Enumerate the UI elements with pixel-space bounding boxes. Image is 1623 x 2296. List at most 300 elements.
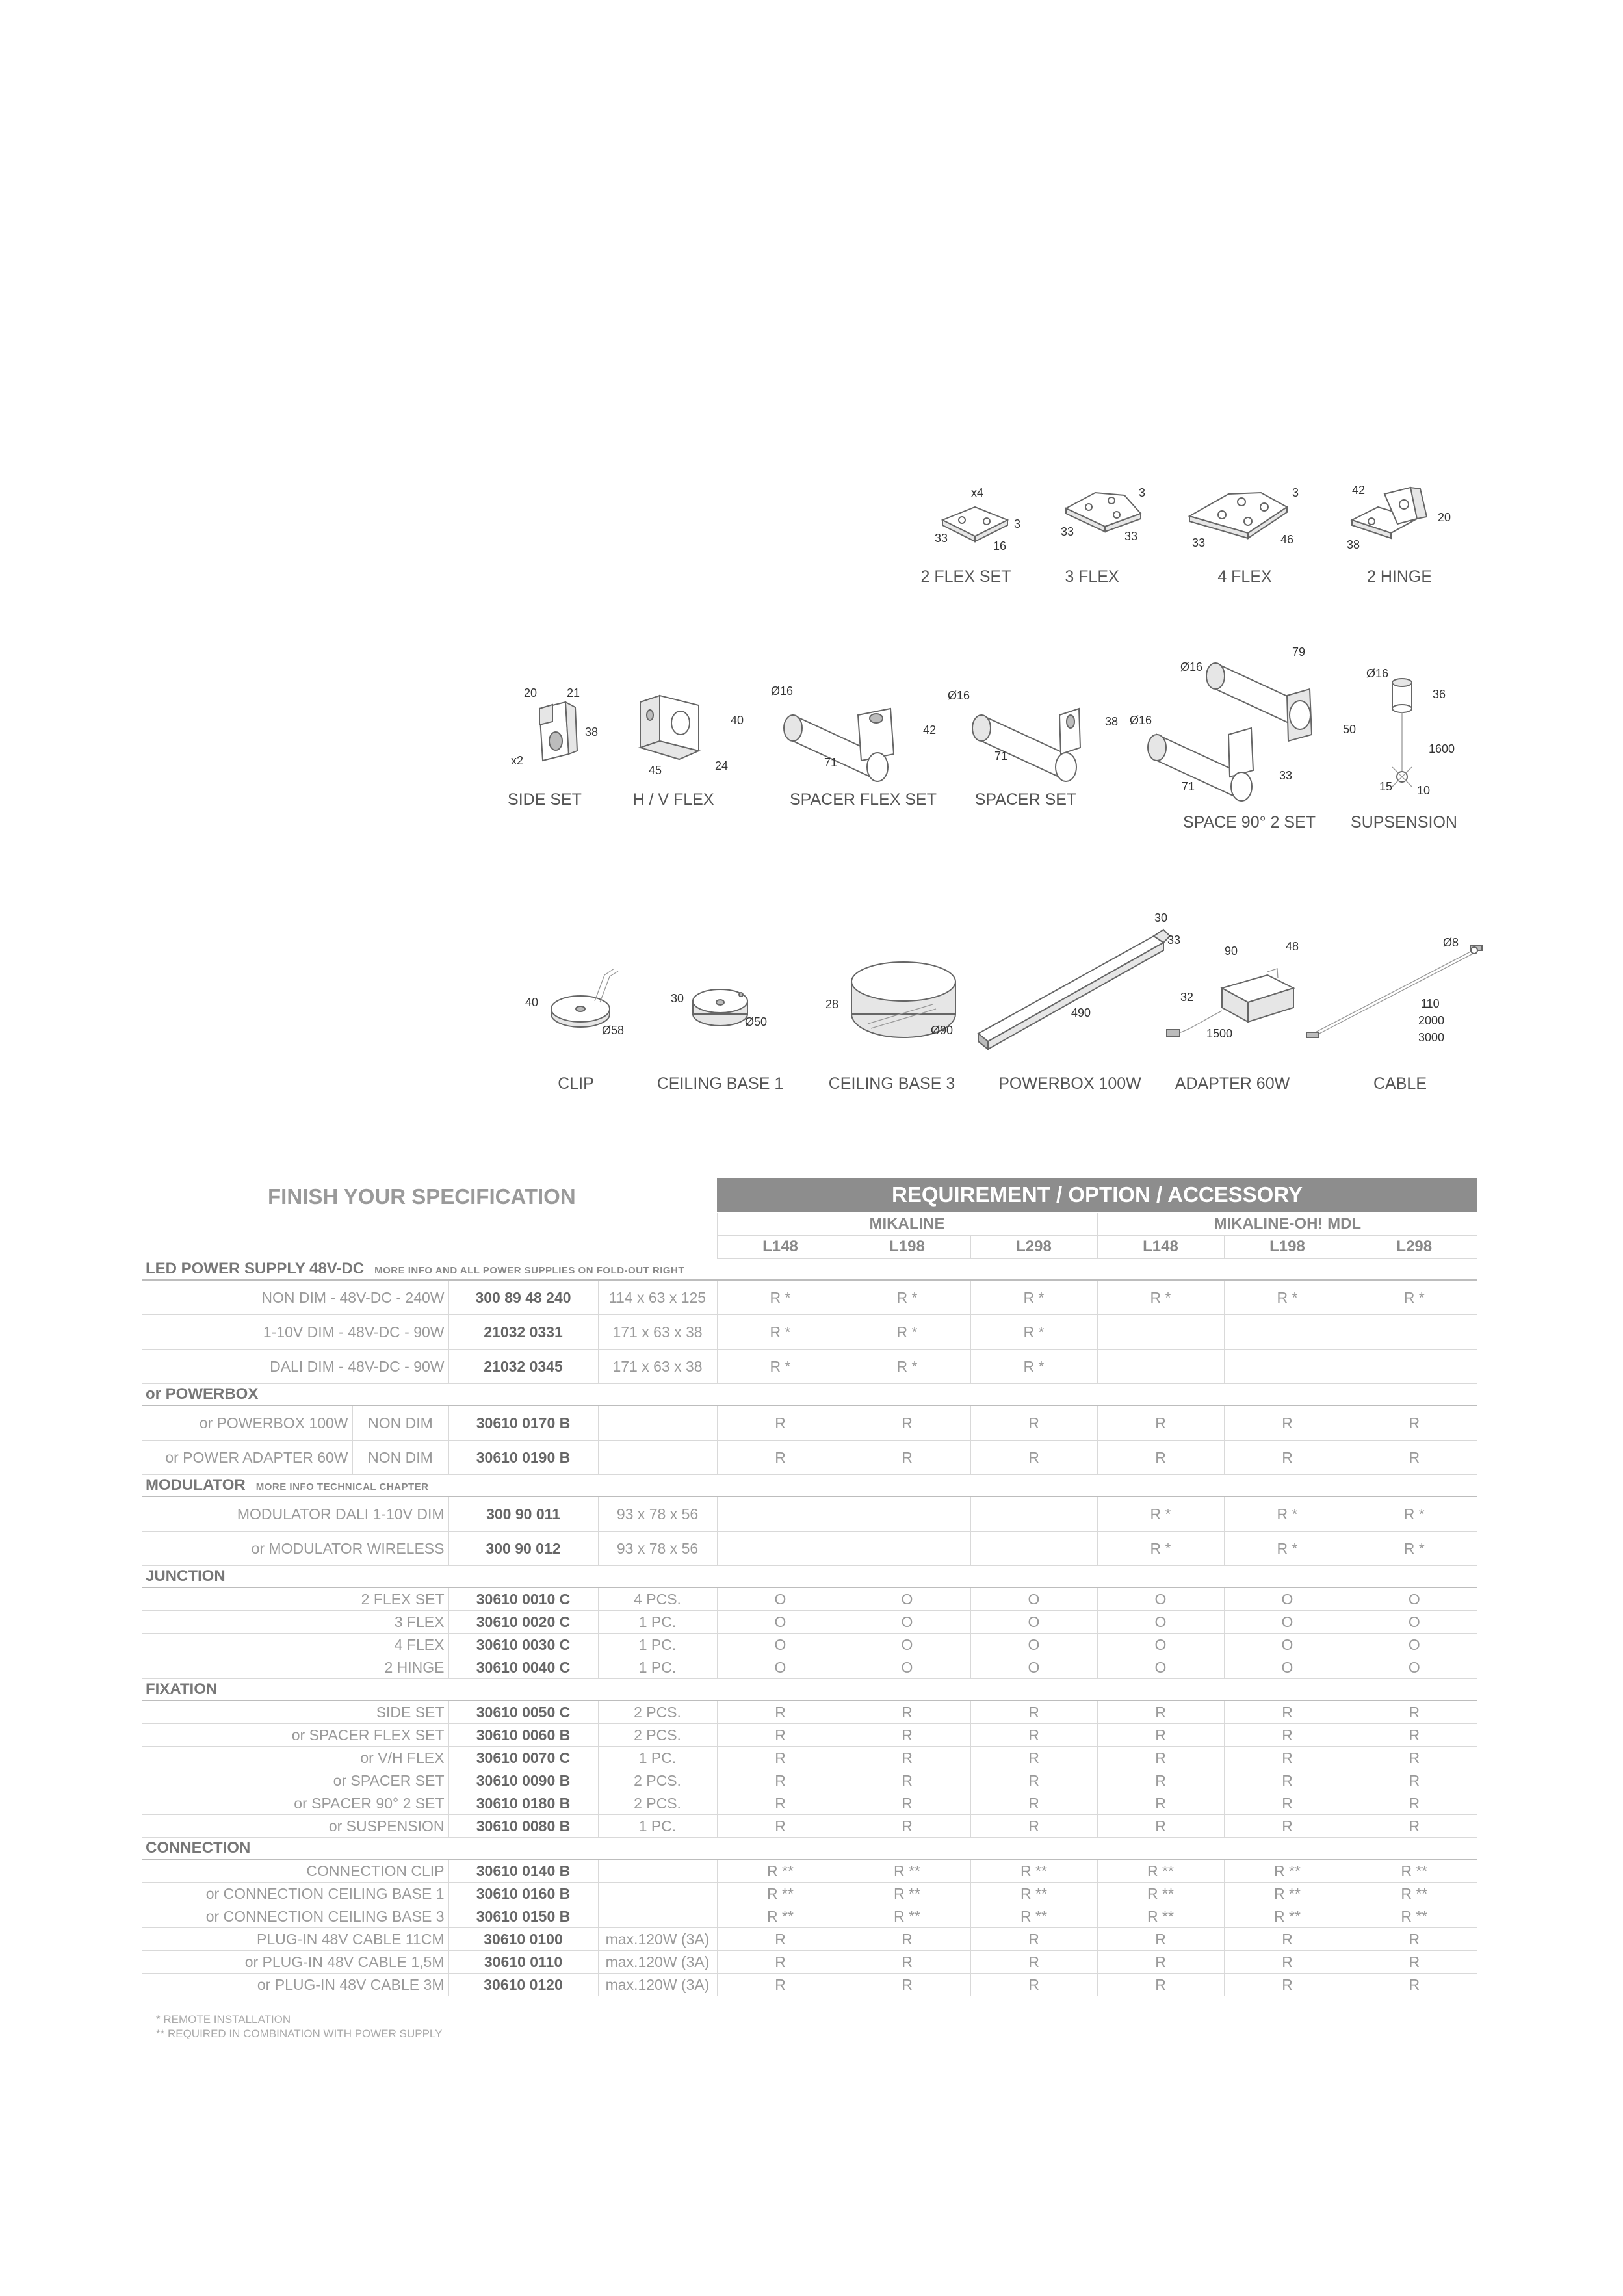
row-name: or SPACER 90° 2 SET <box>142 1792 448 1815</box>
accessory-caption: 4 FLEX <box>1217 567 1272 586</box>
requirement-cell: R <box>970 1815 1097 1838</box>
table-row <box>142 1634 1477 1656</box>
table-row <box>142 1611 1477 1634</box>
requirement-cell: R ** <box>844 1859 970 1883</box>
row-code: 30610 0080 B <box>448 1815 598 1838</box>
accessory-caption: CLIP <box>558 1075 594 1093</box>
accessory-caption: CABLE <box>1373 1075 1427 1093</box>
table-row <box>142 1496 1477 1532</box>
dim-label: 3 <box>1139 486 1146 499</box>
dim-label: 45 <box>649 764 662 777</box>
row-code: 30610 0110 <box>448 1951 598 1974</box>
requirement-cell: R ** <box>1224 1905 1351 1928</box>
side-set-drawing <box>520 696 591 774</box>
requirement-cell: R <box>1351 1974 1477 1996</box>
requirement-cell: R <box>1097 1747 1224 1769</box>
requirement-cell: R <box>1097 1724 1224 1747</box>
requirement-cell: R <box>1224 1974 1351 1996</box>
requirement-cell <box>717 1532 844 1566</box>
dim-label: x4 <box>971 486 984 499</box>
requirement-cell: R ** <box>717 1883 844 1905</box>
dim-label: 3000 <box>1418 1031 1445 1044</box>
requirement-cell: R <box>1224 1928 1351 1951</box>
row-name: PLUG-IN 48V CABLE 11CM <box>142 1928 448 1951</box>
dim-label: 110 <box>1421 997 1440 1010</box>
row-name: or POWERBOX 100W <box>142 1405 352 1441</box>
row-size <box>598 1905 717 1928</box>
requirement-cell: R ** <box>1097 1883 1224 1905</box>
cable-drawing <box>1300 936 1495 1053</box>
dim-label: 33 <box>1061 525 1074 538</box>
dim-label: 33 <box>1167 933 1181 946</box>
row-name: DALI DIM - 48V-DC - 90W <box>142 1350 448 1384</box>
dim-label: 79 <box>1292 646 1306 659</box>
requirement-cell: R <box>1097 1441 1224 1475</box>
row-size <box>598 1405 717 1441</box>
row-size: max.120W (3A) <box>598 1974 717 1996</box>
requirement-cell: R * <box>1097 1496 1224 1532</box>
row-name: MODULATOR DALI 1-10V DIM <box>142 1496 448 1532</box>
group-label: MODULATOR <box>146 1476 246 1494</box>
requirement-cell: R <box>1097 1974 1224 1996</box>
length-header: L198 <box>844 1236 970 1259</box>
row-type: NON DIM <box>352 1405 448 1441</box>
table-row <box>142 1974 1477 1996</box>
requirement-cell: R <box>1224 1701 1351 1724</box>
row-code: 30610 0020 C <box>448 1611 598 1634</box>
requirement-cell: R <box>1224 1815 1351 1838</box>
group-label: LED POWER SUPPLY 48V-DC <box>146 1260 365 1277</box>
dim-label: 20 <box>524 686 538 699</box>
row-size: 171 x 63 x 38 <box>598 1315 717 1350</box>
requirement-cell: R ** <box>1351 1883 1477 1905</box>
dim-label: 16 <box>993 540 1007 553</box>
row-size: 114 x 63 x 125 <box>598 1280 717 1315</box>
requirement-cell: R * <box>717 1280 844 1315</box>
requirement-cell: R ** <box>844 1905 970 1928</box>
table-row <box>142 1792 1477 1815</box>
requirement-cell: R <box>1097 1405 1224 1441</box>
requirement-cell: R <box>1224 1724 1351 1747</box>
clip-drawing <box>543 956 627 1034</box>
requirement-cell: R <box>1351 1792 1477 1815</box>
row-name: or MODULATOR WIRELESS <box>142 1532 448 1566</box>
requirement-cell: R <box>1224 1441 1351 1475</box>
group-label: JUNCTION <box>142 1566 1477 1588</box>
requirement-cell: R <box>717 1974 844 1996</box>
requirement-cell: R <box>844 1928 970 1951</box>
table-row <box>142 1656 1477 1679</box>
requirement-cell: R <box>717 1724 844 1747</box>
requirement-cell: R <box>1097 1928 1224 1951</box>
dim-label: 40 <box>731 714 744 727</box>
row-name: CONNECTION CLIP <box>142 1859 448 1883</box>
group-label: CONNECTION <box>142 1838 1477 1860</box>
requirement-cell: O <box>844 1656 970 1679</box>
requirement-cell: O <box>970 1656 1097 1679</box>
requirement-cell: R <box>717 1928 844 1951</box>
table-row <box>142 1883 1477 1905</box>
dim-label: 28 <box>825 998 839 1011</box>
requirement-cell: R <box>717 1951 844 1974</box>
dim-label: 38 <box>1347 538 1360 551</box>
spec-title: FINISH YOUR SPECIFICATION <box>268 1184 576 1208</box>
requirement-cell: R <box>1351 1701 1477 1724</box>
requirement-cell: R * <box>1097 1532 1224 1566</box>
spacer-set-drawing <box>968 689 1098 787</box>
requirement-cell: R <box>1351 1724 1477 1747</box>
requirement-cell <box>1351 1350 1477 1384</box>
requirement-cell: R <box>717 1747 844 1769</box>
requirement-cell: O <box>970 1611 1097 1634</box>
requirement-cell: R * <box>717 1350 844 1384</box>
accessory-caption: SPACE 90° 2 SET <box>1182 813 1316 831</box>
requirement-cell: O <box>717 1587 844 1611</box>
accessory-caption: POWERBOX 100W <box>998 1075 1141 1093</box>
dim-label: 71 <box>1182 780 1195 793</box>
requirement-cell: R <box>1224 1951 1351 1974</box>
requirement-cell: O <box>1351 1611 1477 1634</box>
requirement-cell: R ** <box>717 1859 844 1883</box>
spacer-flex-set-drawing <box>780 689 923 787</box>
row-size: 2 PCS. <box>598 1701 717 1724</box>
dim-label: 38 <box>1105 715 1119 728</box>
row-code: 30610 0070 C <box>448 1747 598 1769</box>
requirement-cell: R <box>717 1441 844 1475</box>
requirement-cell: O <box>1224 1656 1351 1679</box>
requirement-cell: R <box>1097 1815 1224 1838</box>
dim-label: 490 <box>1071 1006 1091 1019</box>
requirement-cell <box>970 1532 1097 1566</box>
requirement-cell: R <box>1351 1441 1477 1475</box>
row-code: 30610 0140 B <box>448 1859 598 1883</box>
requirement-cell: R ** <box>1351 1859 1477 1883</box>
table-row <box>142 1724 1477 1747</box>
table-row <box>142 1928 1477 1951</box>
dim-label: 90 <box>1225 945 1238 958</box>
requirement-cell: R <box>1224 1792 1351 1815</box>
dim-label: 33 <box>1124 530 1138 543</box>
table-row <box>142 1815 1477 1838</box>
requirement-cell: R <box>844 1951 970 1974</box>
family-header: MIKALINE <box>717 1213 1097 1236</box>
row-code: 30610 0100 <box>448 1928 598 1951</box>
group-row-modulator <box>142 1475 1477 1497</box>
row-type: NON DIM <box>352 1441 448 1475</box>
group-label: or POWERBOX <box>142 1384 1477 1406</box>
length-header: L298 <box>970 1236 1097 1259</box>
row-code: 21032 0331 <box>448 1315 598 1350</box>
requirement-cell: R * <box>970 1315 1097 1350</box>
requirement-cell: R <box>1224 1405 1351 1441</box>
group-row-power-supply <box>142 1259 1477 1281</box>
requirement-cell: O <box>1351 1634 1477 1656</box>
dim-label: 38 <box>585 725 599 738</box>
requirement-cell: R <box>970 1441 1097 1475</box>
row-name: or PLUG-IN 48V CABLE 1,5M <box>142 1951 448 1974</box>
row-code: 30610 0180 B <box>448 1792 598 1815</box>
dim-label: 40 <box>525 996 539 1009</box>
group-row-junction <box>142 1566 1477 1588</box>
requirement-cell: R <box>1351 1769 1477 1792</box>
row-size: 1 PC. <box>598 1656 717 1679</box>
dim-label: Ø50 <box>745 1015 768 1028</box>
footnote: * REMOTE INSTALLATION <box>156 2013 291 2026</box>
group-label: FIXATION <box>142 1679 1477 1701</box>
requirement-cell: R <box>1224 1769 1351 1792</box>
row-code: 30610 0050 C <box>448 1701 598 1724</box>
dim-label: 20 <box>1438 511 1451 524</box>
requirement-cell: R * <box>844 1350 970 1384</box>
requirement-cell <box>1097 1315 1224 1350</box>
row-size: 93 x 78 x 56 <box>598 1532 717 1566</box>
requirement-cell: R * <box>717 1315 844 1350</box>
accessory-caption: SIDE SET <box>508 790 582 809</box>
row-code: 30610 0170 B <box>448 1405 598 1441</box>
row-name: SIDE SET <box>142 1701 448 1724</box>
table-row <box>142 1405 1477 1441</box>
dim-label: 30 <box>671 992 684 1005</box>
row-name: 4 FLEX <box>142 1634 448 1656</box>
requirement-cell <box>1224 1315 1351 1350</box>
dim-label: x2 <box>511 754 524 767</box>
length-header: L148 <box>717 1236 844 1259</box>
accessory-caption: 2 HINGE <box>1366 567 1433 586</box>
row-code: 300 90 012 <box>448 1532 598 1566</box>
dim-label: 21 <box>567 686 580 699</box>
row-name: or SUSPENSION <box>142 1815 448 1838</box>
accessory-caption: H / V FLEX <box>632 790 714 809</box>
requirement-cell <box>844 1532 970 1566</box>
requirement-cell: R <box>1097 1951 1224 1974</box>
requirement-cell: R <box>1097 1792 1224 1815</box>
dim-label: 3 <box>1014 517 1021 530</box>
row-size: 1 PC. <box>598 1634 717 1656</box>
requirement-cell: O <box>717 1656 844 1679</box>
requirement-cell <box>970 1496 1097 1532</box>
requirement-cell: R <box>970 1769 1097 1792</box>
row-size <box>598 1859 717 1883</box>
dim-label: 1500 <box>1206 1027 1233 1040</box>
requirement-cell: O <box>1351 1656 1477 1679</box>
family-header-row <box>142 1213 1477 1236</box>
requirement-cell: O <box>844 1634 970 1656</box>
requirement-cell: R <box>844 1792 970 1815</box>
requirement-cell: R <box>844 1405 970 1441</box>
requirement-cell: R <box>717 1405 844 1441</box>
row-code: 30610 0090 B <box>448 1769 598 1792</box>
requirement-cell: R * <box>844 1280 970 1315</box>
hv-flex-drawing <box>634 683 725 767</box>
accessory-caption: SPACER SET <box>974 790 1077 809</box>
table-row <box>142 1441 1477 1475</box>
requirement-cell: R <box>717 1815 844 1838</box>
table-row <box>142 1747 1477 1769</box>
requirement-cell: O <box>1097 1611 1224 1634</box>
spec-table <box>142 1213 1477 1996</box>
requirement-cell: R <box>844 1441 970 1475</box>
requirement-cell: R * <box>970 1280 1097 1315</box>
dim-label: Ø16 <box>1130 714 1152 727</box>
row-size: 1 PC. <box>598 1611 717 1634</box>
requirement-cell: R * <box>844 1315 970 1350</box>
dim-label: 30 <box>1154 911 1168 924</box>
row-code: 30610 0120 <box>448 1974 598 1996</box>
requirement-cell: R <box>970 1724 1097 1747</box>
table-row <box>142 1315 1477 1350</box>
row-size: 2 PCS. <box>598 1792 717 1815</box>
row-size: 171 x 63 x 38 <box>598 1350 717 1384</box>
requirement-cell: R <box>717 1769 844 1792</box>
requirement-cell: R * <box>1351 1532 1477 1566</box>
accessory-caption: CEILING BASE 3 <box>828 1075 955 1093</box>
requirement-cell: O <box>970 1634 1097 1656</box>
requirement-cell: O <box>1224 1611 1351 1634</box>
requirement-cell: R ** <box>717 1905 844 1928</box>
group-row-powerbox <box>142 1384 1477 1406</box>
dim-label: 42 <box>1352 484 1366 497</box>
requirement-cell: R <box>970 1951 1097 1974</box>
requirement-cell: R <box>1097 1769 1224 1792</box>
powerbox-drawing <box>972 923 1173 1060</box>
table-row <box>142 1701 1477 1724</box>
requirement-cell: R <box>970 1792 1097 1815</box>
row-code: 30610 0160 B <box>448 1883 598 1905</box>
requirement-cell: O <box>1224 1587 1351 1611</box>
requirement-cell: R ** <box>844 1883 970 1905</box>
row-name: or PLUG-IN 48V CABLE 3M <box>142 1974 448 1996</box>
row-code: 30610 0150 B <box>448 1905 598 1928</box>
requirement-cell: O <box>1351 1587 1477 1611</box>
spacer-90-set-drawing <box>1144 650 1339 813</box>
requirement-cell: R <box>717 1701 844 1724</box>
requirement-cell: O <box>717 1634 844 1656</box>
row-name: or SPACER SET <box>142 1769 448 1792</box>
length-header: L148 <box>1097 1236 1224 1259</box>
row-name: or SPACER FLEX SET <box>142 1724 448 1747</box>
requirement-cell: R <box>970 1974 1097 1996</box>
dim-label: 33 <box>1192 536 1206 549</box>
requirement-cell: R * <box>970 1350 1097 1384</box>
dim-label: 2000 <box>1418 1014 1445 1027</box>
row-name: or CONNECTION CEILING BASE 3 <box>142 1905 448 1928</box>
requirement-cell: O <box>970 1587 1097 1611</box>
requirement-cell: R <box>1351 1747 1477 1769</box>
table-row <box>142 1280 1477 1315</box>
row-code: 30610 0010 C <box>448 1587 598 1611</box>
row-code: 30610 0190 B <box>448 1441 598 1475</box>
group-note: MORE INFO AND ALL POWER SUPPLIES ON FOLD-OUT RIGHT <box>374 1265 685 1276</box>
accessory-caption: 3 FLEX <box>1065 567 1119 586</box>
row-name: NON DIM - 48V-DC - 240W <box>142 1280 448 1315</box>
requirement-cell <box>1097 1350 1224 1384</box>
requirement-cell: O <box>1097 1587 1224 1611</box>
requirement-cell: R <box>1351 1951 1477 1974</box>
requirement-cell: R <box>970 1405 1097 1441</box>
family-header: MIKALINE-OH! MDL <box>1097 1213 1477 1236</box>
requirement-cell: R ** <box>1097 1905 1224 1928</box>
requirement-cell: R <box>844 1974 970 1996</box>
row-name: 2 FLEX SET <box>142 1587 448 1611</box>
requirement-cell: R <box>970 1701 1097 1724</box>
dim-label: 36 <box>1433 688 1446 701</box>
dim-label: Ø58 <box>602 1024 625 1037</box>
requirement-cell: R <box>844 1724 970 1747</box>
requirement-cell: R * <box>1224 1532 1351 1566</box>
requirement-cell: O <box>1097 1634 1224 1656</box>
dim-label: 46 <box>1280 533 1294 546</box>
requirement-cell <box>844 1496 970 1532</box>
table-row <box>142 1532 1477 1566</box>
requirement-cell: R ** <box>1097 1859 1224 1883</box>
row-code: 300 89 48 240 <box>448 1280 598 1315</box>
row-name: or CONNECTION CEILING BASE 1 <box>142 1883 448 1905</box>
requirement-cell: R ** <box>970 1859 1097 1883</box>
row-code: 30610 0060 B <box>448 1724 598 1747</box>
requirement-cell: R ** <box>1351 1905 1477 1928</box>
dim-label: 15 <box>1379 780 1393 793</box>
requirement-cell: R ** <box>1224 1883 1351 1905</box>
table-row <box>142 1859 1477 1883</box>
dim-label: Ø16 <box>771 685 794 698</box>
requirement-cell <box>717 1496 844 1532</box>
row-name: 2 HINGE <box>142 1656 448 1679</box>
requirement-cell: R * <box>1351 1280 1477 1315</box>
requirement-cell: O <box>844 1587 970 1611</box>
accessory-caption: SUPSENSION <box>1351 813 1457 831</box>
dim-label: Ø8 <box>1443 936 1459 949</box>
table-row <box>142 1350 1477 1384</box>
row-size: 93 x 78 x 56 <box>598 1496 717 1532</box>
requirement-cell: R <box>970 1928 1097 1951</box>
row-size: max.120W (3A) <box>598 1951 717 1974</box>
dim-label: 71 <box>824 756 838 769</box>
length-header: L298 <box>1351 1236 1477 1259</box>
dim-label: Ø16 <box>1180 660 1203 673</box>
group-note: MORE INFO TECHNICAL CHAPTER <box>255 1481 429 1493</box>
row-size: 4 PCS. <box>598 1587 717 1611</box>
dim-label: Ø90 <box>931 1024 954 1037</box>
requirement-cell: R <box>1351 1405 1477 1441</box>
requirement-cell <box>1224 1350 1351 1384</box>
row-name: 1-10V DIM - 48V-DC - 90W <box>142 1315 448 1350</box>
length-header: L198 <box>1224 1236 1351 1259</box>
group-row-connection <box>142 1838 1477 1860</box>
requirement-cell: R <box>844 1747 970 1769</box>
requirement-cell: R * <box>1097 1280 1224 1315</box>
requirement-cell: R <box>717 1792 844 1815</box>
dim-label: 48 <box>1286 940 1299 953</box>
row-size: 2 PCS. <box>598 1724 717 1747</box>
row-name: or POWER ADAPTER 60W <box>142 1441 352 1475</box>
row-size: 1 PC. <box>598 1815 717 1838</box>
requirement-cell <box>1351 1315 1477 1350</box>
dim-label: 32 <box>1180 991 1194 1004</box>
requirement-cell: O <box>1224 1634 1351 1656</box>
dim-label: Ø16 <box>1366 667 1389 680</box>
requirement-cell: O <box>1097 1656 1224 1679</box>
requirement-cell: R <box>844 1701 970 1724</box>
table-row <box>142 1951 1477 1974</box>
row-code: 30610 0030 C <box>448 1634 598 1656</box>
table-row <box>142 1905 1477 1928</box>
requirement-cell: R ** <box>970 1905 1097 1928</box>
table-row <box>142 1587 1477 1611</box>
row-size: max.120W (3A) <box>598 1928 717 1951</box>
footnote: ** REQUIRED IN COMBINATION WITH POWER SUPPLY <box>156 2028 443 2040</box>
requirement-cell: R <box>1097 1701 1224 1724</box>
requirement-cell: R ** <box>1224 1859 1351 1883</box>
